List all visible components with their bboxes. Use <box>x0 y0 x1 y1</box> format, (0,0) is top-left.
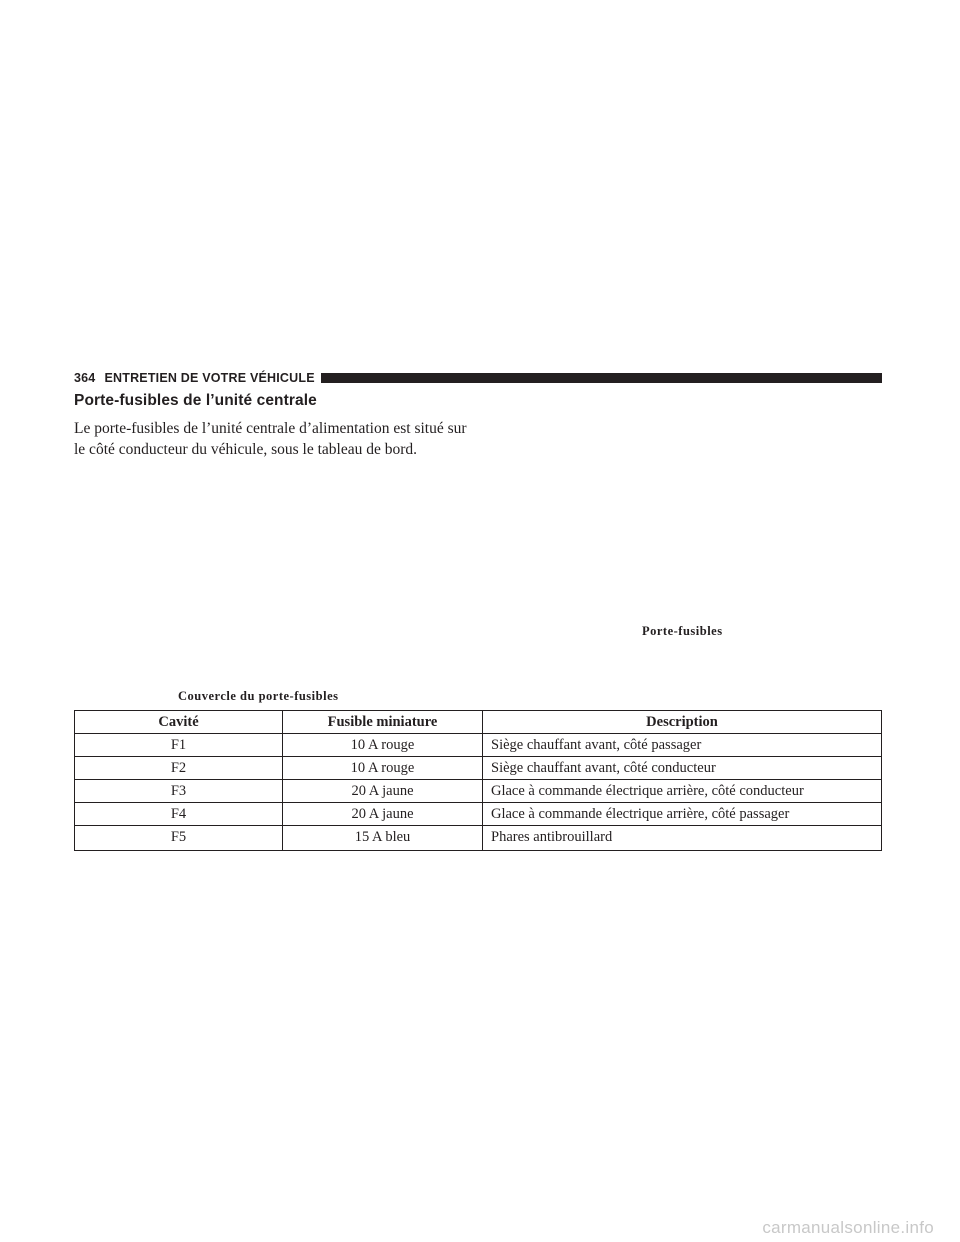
cell-cavity: F4 <box>75 803 283 826</box>
fuse-table <box>74 710 882 851</box>
watermark: carmanualsonline.info <box>762 1218 934 1237</box>
table-row <box>75 826 882 851</box>
table-row <box>75 803 882 826</box>
header-rule <box>321 373 882 383</box>
cell-description: Siège chauffant avant, côté passager <box>483 734 882 757</box>
table-row <box>75 780 882 803</box>
section-name: ENTRETIEN DE VOTRE VÉHICULE <box>104 371 315 385</box>
table-row <box>75 757 882 780</box>
cell-cavity: F5 <box>75 826 283 851</box>
callout-fuse-holder: Porte-fusibles <box>642 624 723 638</box>
cell-description: Glace à commande électrique arrière, côté passager <box>483 803 882 826</box>
cell-fuse: 20 A jaune <box>283 803 483 826</box>
cell-fuse: 15 A bleu <box>283 826 483 851</box>
fuse-holder-figure <box>74 470 882 705</box>
cell-fuse: 10 A rouge <box>283 757 483 780</box>
header-cavity: Cavité <box>75 711 283 734</box>
cell-cavity: F2 <box>75 757 283 780</box>
cell-cavity: F1 <box>75 734 283 757</box>
page-header <box>74 370 882 386</box>
cell-cavity: F3 <box>75 780 283 803</box>
header-description: Description <box>483 711 882 734</box>
header-fuse: Fusible miniature <box>283 711 483 734</box>
table-row <box>75 734 882 757</box>
cell-fuse: 20 A jaune <box>283 780 483 803</box>
cell-fuse: 10 A rouge <box>283 734 483 757</box>
cell-description: Glace à commande électrique arrière, côté conducteur <box>483 780 882 803</box>
table-header-row <box>75 711 882 734</box>
callout-fuse-holder-cover: Couvercle du porte-fusibles <box>178 689 339 703</box>
intro-paragraph: Le porte-fusibles de l’unité centrale d’alimentation est situé sur le côté conducteur du véhicule, sous le tableau de bord. <box>74 420 467 458</box>
cell-description: Siège chauffant avant, côté conducteur <box>483 757 882 780</box>
section-title: Porte-fusibles de l’unité centrale <box>74 392 317 409</box>
cell-description: Phares antibrouillard <box>483 826 882 851</box>
page-number: 364 <box>74 371 96 385</box>
